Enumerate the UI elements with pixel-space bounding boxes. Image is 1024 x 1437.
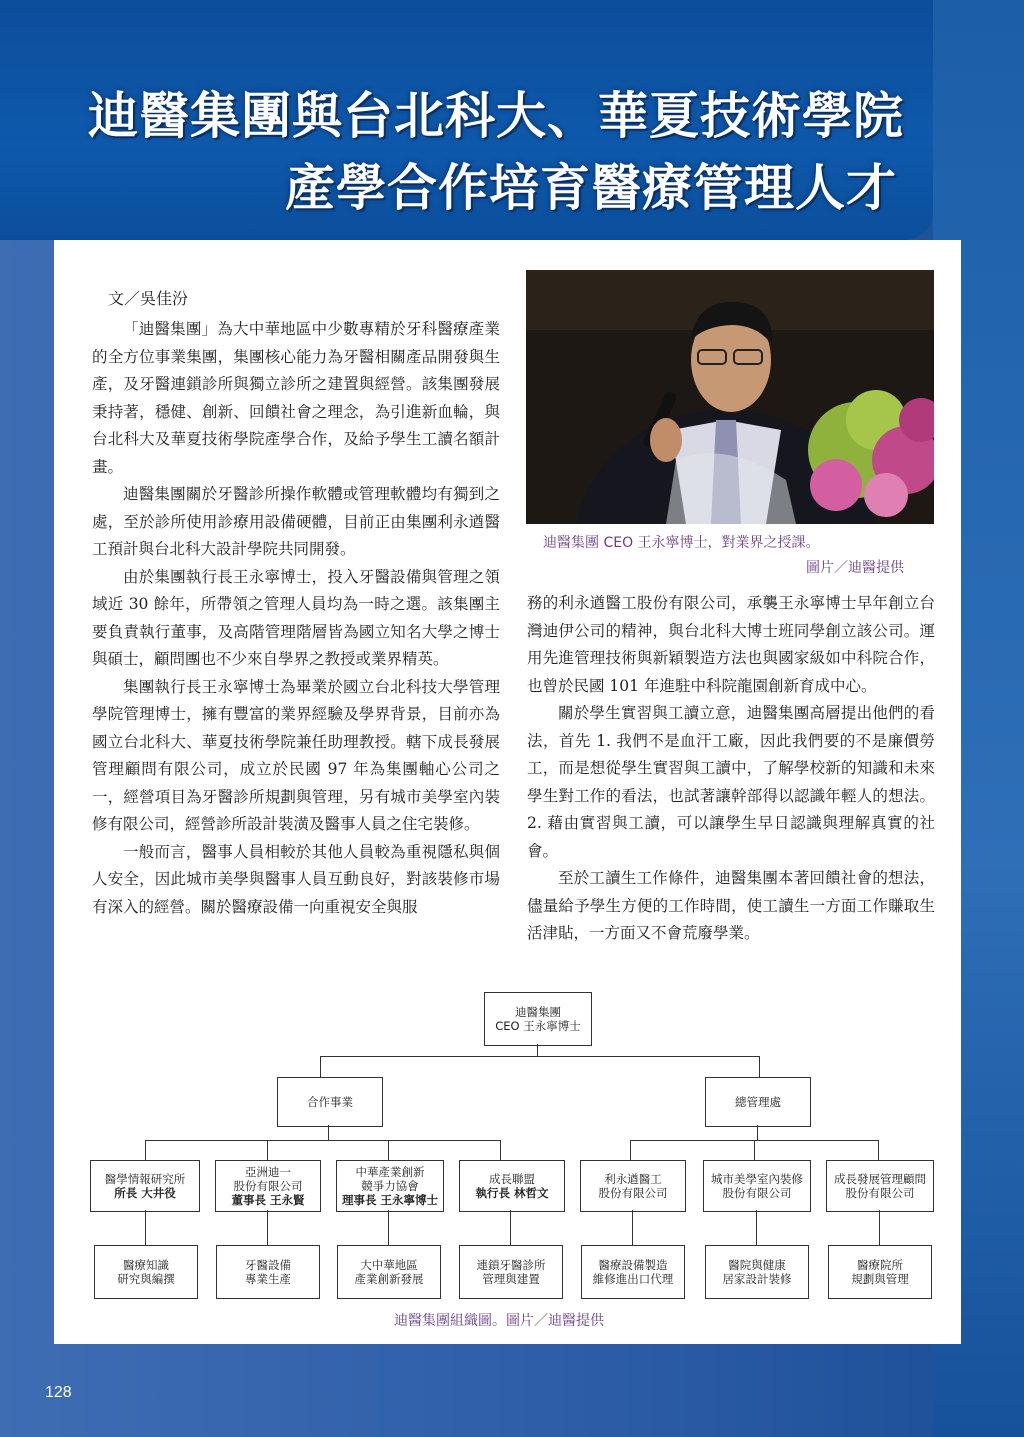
- org-branch-label: 合作事業: [307, 1095, 353, 1109]
- org-function-line: 醫療知識: [123, 1258, 169, 1272]
- org-unit-head: 董事長 王永賢: [231, 1193, 305, 1207]
- org-unit-box: [459, 1160, 565, 1212]
- org-chart-caption: 迪醫集團組織圖。圖片／迪醫提供: [394, 1313, 604, 1329]
- page-number: 128: [45, 1384, 72, 1401]
- org-unit-line: 成長發展管理顧問: [834, 1172, 926, 1186]
- org-unit-box: [703, 1160, 811, 1212]
- org-unit-box: [336, 1160, 444, 1212]
- org-function-line: 牙醫設備: [245, 1258, 291, 1272]
- paragraph: 迪醫集團關於牙醫診所操作軟體或管理軟體均有獨到之處，至於診所使用診療用設備硬體，目前正由集團利永遒醫工預計與台北科大設計學院共同開發。: [92, 485, 500, 558]
- org-branch-headquarters: [705, 1077, 811, 1127]
- org-function-line: 居家設計裝修: [722, 1272, 792, 1286]
- org-function-box: [216, 1245, 320, 1299]
- org-unit-head: 執行長 林哲文: [475, 1186, 549, 1200]
- org-function-line: 管理與建置: [482, 1272, 540, 1286]
- org-function-line: 醫療院所: [857, 1258, 903, 1272]
- paragraph: 關於學生實習與工讀立意，迪醫集團高層提出他們的看法，首先 1. 我們不是血汗工廠，因此我們要的不是廉價勞工，而是想從學生實習與工讀中，了解學校新的知識和未來學生對工作的看法，也試著讓幹部得以認識年輕人的想法。2. 藉由實習與工讀，可以讓學生早日認識與理解真實的社會。: [527, 704, 935, 860]
- org-function-box: [581, 1245, 685, 1299]
- org-unit-box: [90, 1160, 200, 1212]
- org-branch-cooperation: [277, 1077, 383, 1127]
- org-function-line: 產業創新發展: [354, 1272, 424, 1286]
- org-unit-box: [826, 1160, 934, 1212]
- article-right-column: [527, 590, 935, 948]
- title-line-1: 迪醫集團與台北科大、華夏技術學院: [88, 86, 904, 145]
- paragraph: 至於工讀生工作條件，迪醫集團本著回饋社會的想法，儘量給予學生方便的工作時間，使工讀生一方面工作賺取生活津貼，一方面又不會荒廢學業。: [527, 869, 935, 942]
- org-top-box: [484, 992, 592, 1046]
- org-function-line: 大中華地區: [360, 1258, 418, 1272]
- org-branch-label: 總管理處: [735, 1095, 781, 1109]
- org-function-box: [828, 1245, 932, 1299]
- org-function-line: 醫療設備製造: [598, 1258, 668, 1272]
- org-function-line: 規劃與管理: [851, 1272, 909, 1286]
- org-connector: [145, 1210, 146, 1245]
- org-top-name: 迪醫集團: [515, 1005, 561, 1019]
- org-function-line: 專業生產: [245, 1272, 291, 1286]
- org-unit-line: 利永遒醫工: [604, 1172, 662, 1186]
- org-connector: [632, 1210, 633, 1245]
- org-function-box: [705, 1245, 809, 1299]
- article-left-column: [92, 316, 500, 921]
- paragraph: 務的利永遒醫工股份有限公司，承襲王永寧博士早年創立台灣迪伊公司的精神，與台北科大博士班同學創立該公司。運用先進管理技術與新穎製造方法也與國家級如中科院合作，也曾於民國 101 年進駐中科院龍園創新育成中心。: [527, 594, 935, 695]
- org-unit-head: 所長 大井役: [114, 1186, 176, 1200]
- org-connector: [320, 1056, 321, 1078]
- org-connector: [145, 1140, 500, 1141]
- org-function-box: [94, 1245, 198, 1299]
- paragraph: 一般而言，醫事人員相較於其他人員較為重視隱私與個人安全，因此城市美學與醫事人員互動良好，對該裝修市場有深入的經營。關於醫療設備一向重視安全與服: [92, 842, 500, 916]
- org-function-line: 連鎖牙醫診所: [476, 1258, 546, 1272]
- photo-caption: 迪醫集團 CEO 王永寧博士，對業界之授課。: [543, 535, 820, 551]
- org-connector: [756, 1210, 757, 1245]
- org-function-box: [459, 1245, 563, 1299]
- org-unit-line: 股份有限公司: [845, 1186, 915, 1200]
- org-connector: [510, 1210, 511, 1245]
- org-connector: [754, 1140, 755, 1160]
- org-connector: [500, 1140, 501, 1160]
- org-unit-line: 成長聯盟: [489, 1172, 535, 1186]
- org-unit-head: 理事長 王永寧博士: [341, 1193, 438, 1207]
- org-unit-box: [580, 1160, 686, 1212]
- org-connector: [630, 1140, 631, 1160]
- photo-credit: 圖片／迪醫提供: [806, 560, 904, 576]
- org-top-ceo: CEO 王永寧博士: [495, 1019, 581, 1033]
- title-line-2: 產學合作培育醫療管理人才: [285, 158, 897, 217]
- org-unit-line: 股份有限公司: [598, 1186, 668, 1200]
- org-function-line: 研究與編撰: [117, 1272, 175, 1286]
- org-connector: [267, 1210, 268, 1245]
- paragraph: 「迪醫集團」為大中華地區中少數專精於牙科醫療產業的全方位事業集團，集團核心能力為牙醫相關產品開發與生產，及牙醫連鎖診所與獨立診所之建置與經營。該集團發展秉持著，穩健、創新、回饋社會之理念，為引進新血輪，與台北科大及華夏技術學院產學合作，及給予學生工讀名額計畫。: [92, 320, 500, 476]
- org-connector: [388, 1210, 389, 1245]
- org-unit-line: 競爭力協會: [361, 1179, 419, 1193]
- title-banner: [0, 0, 933, 240]
- org-connector: [759, 1056, 760, 1078]
- org-unit-line: 亞洲迪一: [245, 1165, 291, 1179]
- org-connector: [145, 1140, 146, 1160]
- org-function-line: 維修進出口代理: [592, 1272, 674, 1286]
- ceo-photo: [526, 270, 934, 524]
- org-unit-line: 股份有限公司: [233, 1179, 303, 1193]
- org-unit-line: 中華產業創新: [355, 1165, 425, 1179]
- org-function-box: [337, 1245, 441, 1299]
- org-unit-line: 城市美學室內裝修: [711, 1172, 803, 1186]
- byline: 文／吳佳汾: [108, 289, 189, 308]
- org-connector: [879, 1210, 880, 1245]
- org-connector: [757, 1125, 758, 1140]
- org-connector: [320, 1056, 760, 1057]
- org-unit-box: [215, 1160, 321, 1212]
- org-connector: [328, 1125, 329, 1140]
- org-unit-line: 股份有限公司: [722, 1186, 792, 1200]
- org-unit-line: 醫學情報研究所: [104, 1172, 186, 1186]
- org-connector: [878, 1140, 879, 1160]
- org-function-line: 醫院與健康: [728, 1258, 786, 1272]
- paragraph: 集團執行長王永寧博士為畢業於國立台北科技大學管理學院管理博士，擁有豐富的業界經驗及學界背景，目前亦為國立台北科大、華夏技術學院兼任助理教授。轄下成長發展管理顧問有限公司，成立於民國 97 年為集團軸心公司之一，經營項目為牙醫診所規劃與管理，另有城市美學室內裝修有限公司，經營診所設計裝潢及醫事人員之住宅裝修。: [92, 677, 500, 833]
- org-connector: [267, 1140, 268, 1160]
- org-connector: [388, 1140, 389, 1160]
- paragraph: 由於集團執行長王永寧博士，投入牙醫設備與管理之領域近 30 餘年，所帶領之管理人員均為一時之選。該集團主要負責執行董事，及高階管理階層皆為國立知名大學之博士與碩士，顧問團也不少來自學界之教授或業界精英。: [92, 567, 500, 668]
